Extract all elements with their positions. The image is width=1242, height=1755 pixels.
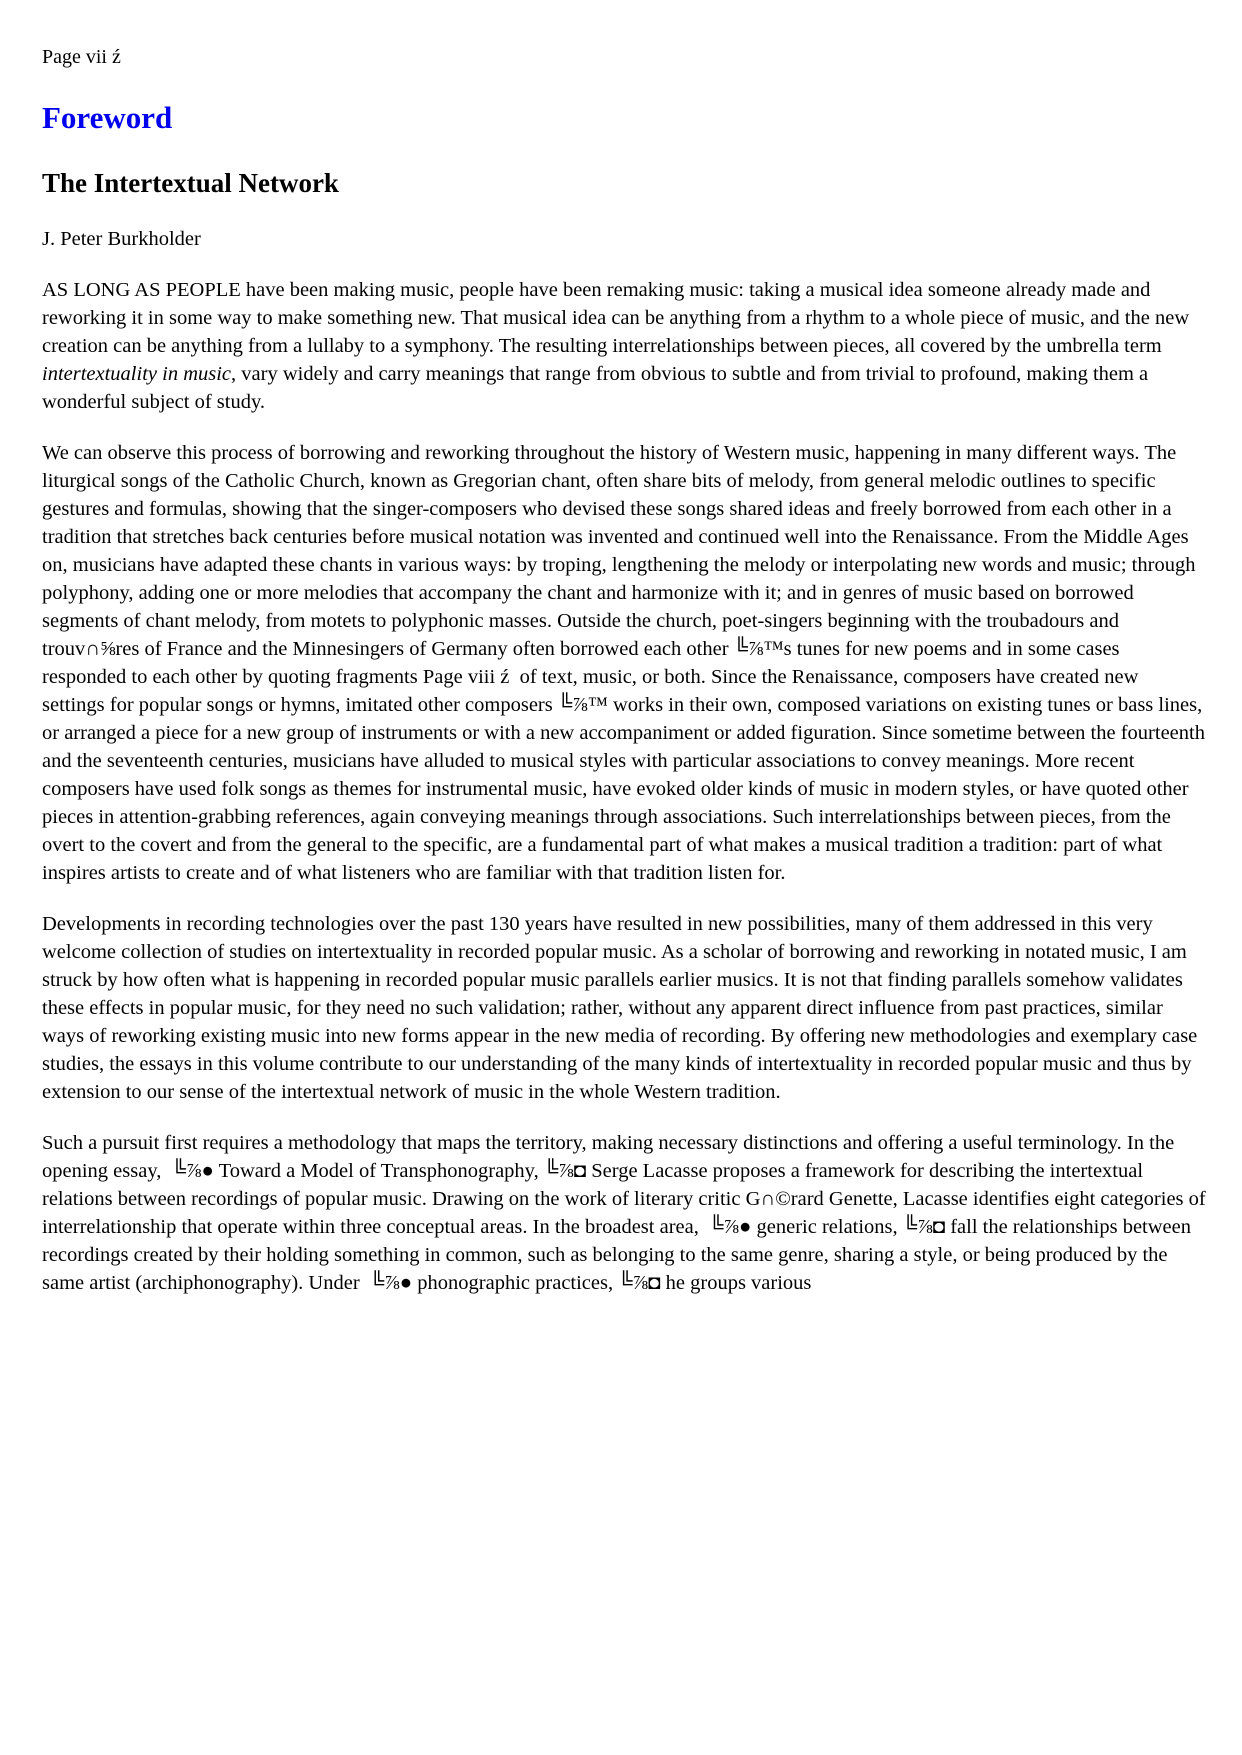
foreword-heading: Foreword <box>42 100 173 135</box>
page-number-marker: Page vii ź <box>42 46 121 68</box>
paragraph-3: Developments in recording technologies over the past 130 years have resulted in new possibilities, many of them addressed in this very welcome collection of studies on intertextuality in recorded popular music. As a scholar of borrowing and reworking in notated music, I am struck by how often what is happening in recorded popular music parallels earlier musics. It is not that finding parallels somehow validates these effects in popular music, for they need no such validation; rather, without any apparent direct influence from past practices, similar ways of reworking existing music into new forms appear in the new media of recording. By offering new methodologies and exemplary case studies, the essays in this volume contribute to our understanding of the many kinds of intertextuality in recorded popular music and thus by extension to our sense of the intertextual network of music in the whole Western tradition. <box>42 913 1198 1103</box>
author-name: J. Peter Burkholder <box>42 228 201 250</box>
paragraph-1-text-after-italic: , vary widely and carry meanings that range from obvious to subtle and from trivial to profound, making them a wonderful subject of study. <box>42 363 1149 413</box>
chapter-title: The Intertextual Network <box>42 168 339 198</box>
paragraph-1-text-before-italic: AS LONG AS PEOPLE have been making music, people have been remaking music: taking a musical idea someone already made and reworking it in some way to make something new. That musical idea can be anything from a rhythm to a whole piece of music, and the new creation can be anything from a lullaby to a symphony. The resulting interrelationships between pieces, all covered by the umbrella term <box>42 279 1190 357</box>
paragraph-4: Such a pursuit first requires a methodology that maps the territory, making necessary distinctions and offering a useful terminology. In the opening essay, ╚⅞● Toward a Model of Transphonography, ╚⅞◘ Serge Lacasse proposes a framework for describing the intertextual relations between recordings of popular music. Drawing on the work of literary critic G∩©rard Genette, Lacasse identifies eight categories of interrelationship that operate within three conceptual areas. In the broadest area, ╚⅞● generic relations, ╚⅞◘ fall the relationships between recordings created by their holding something in common, such as belonging to the same genre, sharing a style, or being produced by the same artist (archiphonography). Under ╚⅞● phonographic practices, ╚⅞◘ he groups various <box>42 1132 1206 1294</box>
italic-term-intertextuality-in-music: intertextuality in music <box>42 363 232 385</box>
paragraph-2: We can observe this process of borrowing and reworking throughout the history of Western music, happening in many different ways. The liturgical songs of the Catholic Church, known as Gregorian chant, often share bits of melody, from general melodic outlines to specific gestures and formulas, showing that the singer-composers who devised these songs shared ideas and freely borrowed from each other in a tradition that stretches back centuries before musical notation was invented and continued well into the Renaissance. From the Middle Ages on, musicians have adapted these chants in various ways: by troping, lengthening the melody or interpolating new words and music; through polyphony, adding one or more melodies that accompany the chant and harmonize with it; and in genres of music based on borrowed segments of chant melody, from motets to polyphonic masses. Outside the church, poet-singers beginning with the troubadours and trouv∩⅝res of France and the Minnesingers of Germany often borrowed each other ╚⅞™s tunes for new poems and in some cases responded to each other by quoting fragments Page viii ź of text, music, or both. Since the Renaissance, composers have created new settings for popular songs or hymns, imitated other composers ╚⅞™ works in their own, composed variations on existing tunes or bass lines, or arranged a piece for a new group of instruments or with a new accompaniment or added figuration. Since sometime between the fourteenth and the seventeenth centuries, musicians have alluded to musical styles with particular associations to convey meanings. More recent composers have used folk songs as themes for instrumental music, have evoked older kinds of music in modern styles, or have quoted other pieces in attention-grabbing references, again conveying meanings through associations. Such interrelationships between pieces, from the overt to the covert and from the general to the specific, are a fundamental part of what makes a musical tradition a tradition: part of what inspires artists to create and of what listeners who are familiar with that tradition listen for. <box>42 442 1205 884</box>
paragraph-1 <box>42 276 1206 416</box>
